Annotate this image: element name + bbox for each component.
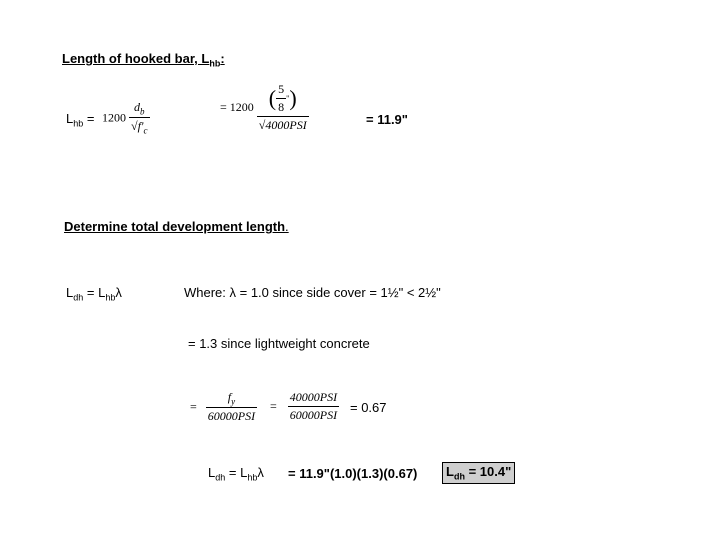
development-length-heading: Determine total development length.	[64, 219, 289, 234]
final-calculation: = 11.9"(1.0)(1.3)(0.67)	[288, 466, 418, 481]
lhb-result: = 11.9"	[366, 112, 408, 127]
lambda-ratio: = $\frac{\text{40000PSI}}{\text{60000PSI}}$	[270, 390, 338, 422]
lhb-substitution: = 1200 ( $\frac{5}{8}$ ") √4000PSI	[220, 82, 307, 132]
hooked-bar-heading: Length of hooked bar, $L_{hb}$:	[62, 51, 225, 69]
lambda-lightweight: = 1.3 since lightweight concrete	[188, 336, 370, 351]
lambda-fraction: = $\frac{f_y}{\text{60000PSI}}$	[190, 390, 256, 424]
final-ldh-formula: $L_{dh} = L_{hb}\lambda$	[208, 465, 264, 483]
lambda-side-cover: Where: λ = 1.0 since side cover = 1½" < 2½"	[184, 285, 441, 300]
final-result-box: $L_{dh} = 10.4$"	[442, 462, 515, 484]
lhb-formula: 1200 $\frac{d_b}{√f'_c}$	[102, 100, 148, 136]
lhb-lhs: $L_{hb}$ =	[66, 111, 95, 129]
ldh-definition: $L_{dh} = L_{hb}\lambda$	[66, 285, 122, 303]
lambda-value: = 0.67	[350, 400, 387, 415]
